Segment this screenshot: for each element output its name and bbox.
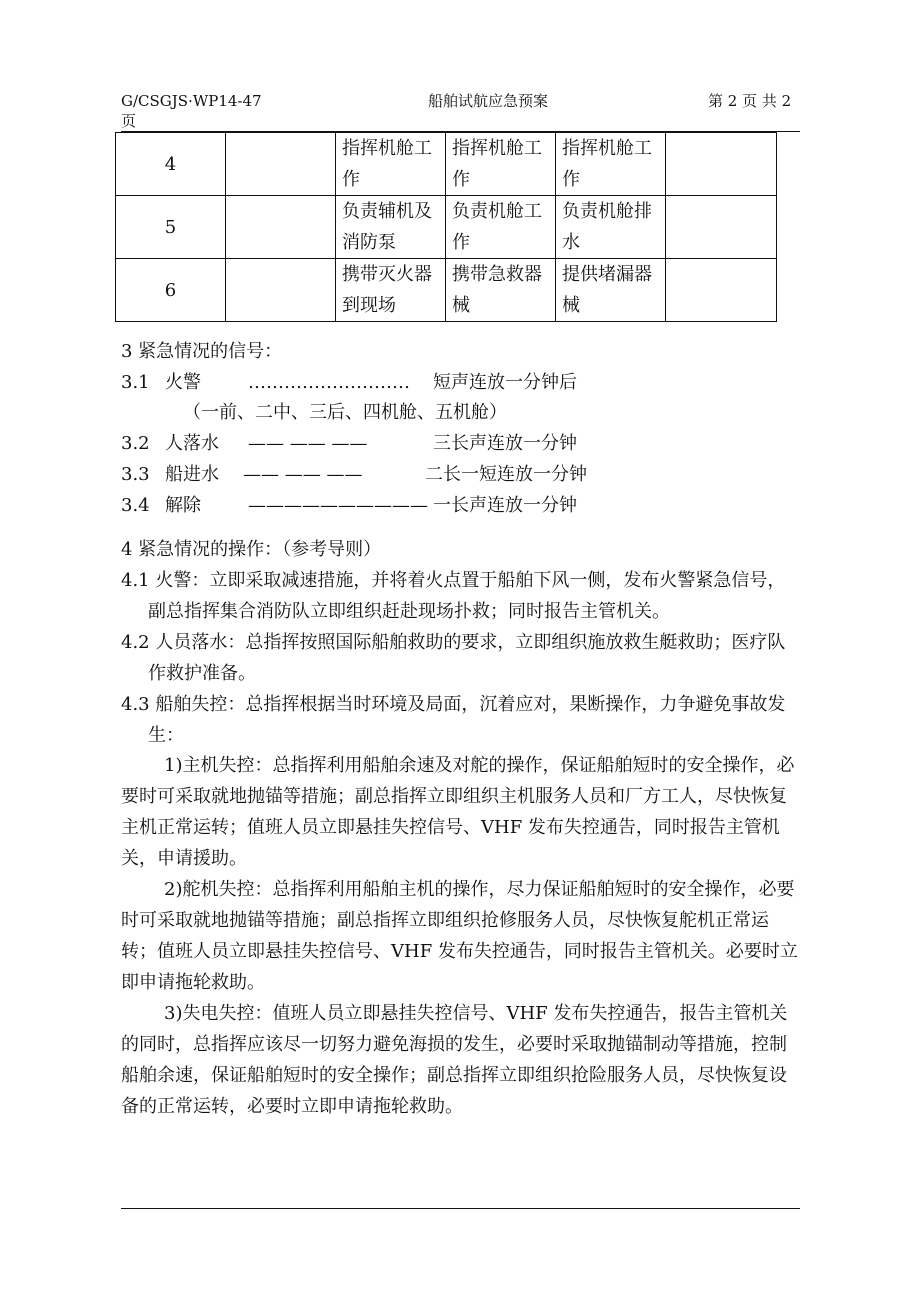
row-number: 6	[116, 259, 226, 322]
paragraph-4-1: 4.1 火警：立即采取减速措施，并将着火点置于船舶下风一侧，发布火警紧急信号，	[121, 570, 786, 591]
signal-description: 一长声连放一分钟	[433, 495, 577, 516]
paragraph-4-2-cont: 作救护准备。	[148, 663, 256, 684]
table-row	[116, 196, 777, 259]
document-code-continuation: 页	[121, 112, 137, 130]
table-cell	[226, 133, 336, 196]
table-cell: 负责机舱排水	[556, 196, 666, 259]
section-3-heading: 3 紧急情况的信号：	[121, 341, 283, 362]
paragraph-steering-failure: 2)舵机失控：总指挥利用船舶主机的操作，尽力保证船舶短时的安全操作，必要时可采取就地抛锚等措施；副总指挥立即组织抢修服务人员，尽快恢复舵机正常运转；值班人员立即悬挂失控信号、VHF 发布失控通告，同时报告主管机关。必要时立即申请拖轮救助。	[121, 879, 798, 993]
paragraph-main-engine-failure: 1)主机失控：总指挥利用船舶余速及对舵的操作，保证船舶短时的安全操作，必要时可采取就地抛锚等措施；副总指挥立即组织主机服务人员和厂方工人，尽快恢复主机正常运转；值班人员立即悬挂失控信号、VHF 发布失控通告，同时报告主管机关，申请援助。	[121, 755, 795, 869]
table-row	[116, 259, 777, 322]
table-cell	[666, 259, 777, 322]
paragraph-4-3-cont: 生：	[148, 725, 184, 746]
signal-pattern: ………………………	[248, 372, 410, 393]
table-cell	[666, 133, 777, 196]
duty-table	[115, 132, 777, 322]
footer-rule	[121, 1208, 800, 1209]
signal-name: 解除	[165, 495, 201, 516]
fire-location-note: （一前、二中、三后、四机舱、五机舱）	[183, 402, 507, 423]
signal-name: 船进水	[165, 464, 219, 485]
table-cell: 提供堵漏器械	[556, 259, 666, 322]
signal-name: 火警	[165, 372, 201, 393]
section-4-heading: 4 紧急情况的操作：（参考导则）	[121, 539, 382, 560]
paragraph-4-2: 4.2 人员落水：总指挥按照国际船舶救助的要求，立即组织施放救生艇救助；医疗队	[121, 632, 786, 653]
table-cell	[226, 196, 336, 259]
signal-pattern: —— —— ——	[243, 464, 363, 485]
page-number: 第 2 页 共 2	[708, 92, 792, 110]
signal-description: 三长声连放一分钟	[433, 433, 577, 454]
signal-number: 3.1	[121, 372, 150, 393]
paragraph-4-3: 4.3 船舶失控：总指挥根据当时环境及局面，沉着应对，果断操作，力争避免事故发	[121, 694, 786, 715]
table-cell: 携带急救器械	[446, 259, 556, 322]
row-number: 4	[116, 133, 226, 196]
document-title: 船舶试航应急预案	[428, 92, 549, 110]
table-cell	[666, 196, 777, 259]
table-row	[116, 133, 777, 196]
table-cell: 指挥机舱工作	[556, 133, 666, 196]
signal-name: 人落水	[165, 433, 219, 454]
table-cell: 携带灭火器到现场	[336, 259, 446, 322]
signal-description: 短声连放一分钟后	[433, 372, 577, 393]
signal-number: 3.3	[121, 464, 150, 485]
table-cell: 负责辅机及消防泵	[336, 196, 446, 259]
signal-number: 3.4	[121, 495, 150, 516]
row-number: 5	[116, 196, 226, 259]
signal-pattern: —— —— ——	[248, 433, 368, 454]
paragraph-4-1-cont: 副总指挥集合消防队立即组织赶赴现场扑救；同时报告主管机关。	[148, 601, 670, 622]
paragraph-power-failure: 3)失电失控：值班人员立即悬挂失控信号、VHF 发布失控通告，报告主管机关的同时，总指挥应该尽一切努力避免海损的发生，必要时采取抛锚制动等措施，控制船舶余速，保证船舶短时的安全操作；副总指挥立即组织抢险服务人员，尽快恢复设备的正常运转，必要时立即申请拖轮救助。	[121, 1003, 788, 1117]
table-cell	[226, 259, 336, 322]
document-code: G/CSGJS·WP14-47	[121, 92, 262, 110]
table-cell: 负责机舱工作	[446, 196, 556, 259]
table-cell: 指挥机舱工作	[336, 133, 446, 196]
signal-description: 二长一短连放一分钟	[425, 464, 587, 485]
signal-number: 3.2	[121, 433, 150, 454]
table-cell: 指挥机舱工作	[446, 133, 556, 196]
signal-pattern: ——————————	[248, 495, 428, 516]
